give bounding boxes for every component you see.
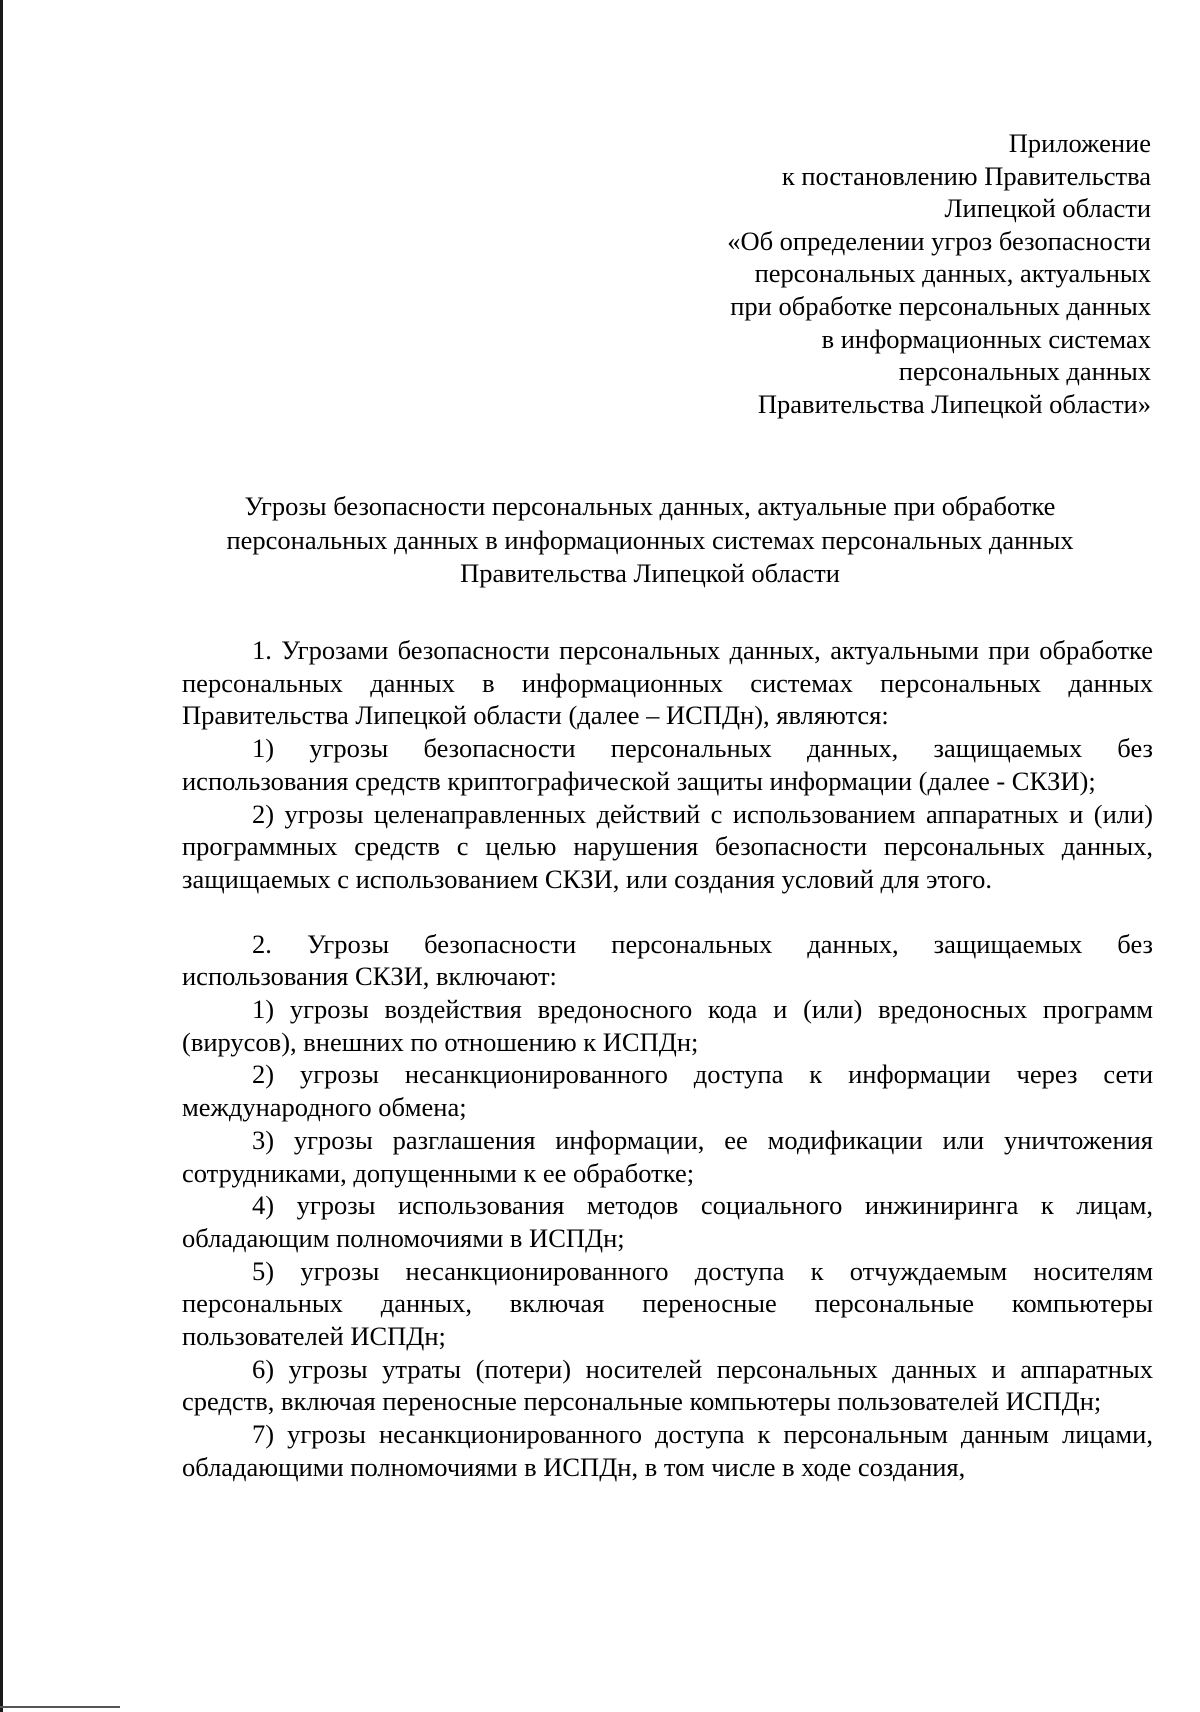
appendix-line: персональных данных [898, 356, 1151, 387]
appendix-line: в информационных системах [821, 323, 1151, 354]
section-spacer [182, 896, 1153, 928]
section-1-intro: 1. Угрозами безопасности персональных данных, актуальными при обработке персональных данных в информационных системах персональных данных Правительства Липецкой области (далее – ИСПДн), являются: [182, 635, 1153, 731]
scan-left-edge [0, 0, 3, 1712]
section-2-item: 5) угрозы несанкционированного доступа к отчуждаемым носителям персональных данных, включая переносные персональные компьютеры пользователей ИСПДн; [182, 1255, 1153, 1352]
document-title [150, 490, 1150, 591]
section-2-item: 4) угрозы использования методов социального инжиниринга к лицам, обладающим полномочиями в ИСПДн; [182, 1190, 1153, 1253]
section-2-item: 2) угрозы несанкционированного доступа к информации через сети международного обмена; [182, 1059, 1153, 1123]
appendix-line: Правительства Липецкой области» [757, 388, 1151, 419]
document-body [182, 634, 1153, 1484]
section-2-item: 3) угрозы разглашения информации, ее модификации или уничтожения сотрудниками, допущенными к ее обработке; [182, 1124, 1153, 1188]
title-line: персональных данных в информационных системах персональных данных [226, 524, 1074, 555]
section-1-item: 1) угрозы безопасности персональных данных, защищаемых без использования средств криптографической защиты информации (далее - СКЗИ); [182, 733, 1153, 796]
section-2-item: 6) угрозы утраты (потери) носителей персональных данных и аппаратных средств, включая переносные персональные компьютеры пользователей ИСПДн; [182, 1353, 1153, 1417]
appendix-header [591, 127, 1151, 420]
appendix-line: Приложение [1008, 128, 1151, 158]
title-line: Угрозы безопасности персональных данных, актуальные при обработке [244, 491, 1056, 521]
section-2-item: 7) угрозы несанкционированного доступа к персональным данным лицами, обладающими полномочиями в ИСПДн, в том числе в ходе создания, [182, 1419, 1153, 1482]
scan-bottom-mark [0, 1706, 120, 1708]
title-line: Правительства Липецкой области [460, 558, 840, 588]
appendix-line: персональных данных, актуальных [754, 258, 1151, 289]
appendix-line: при обработке персональных данных [730, 290, 1151, 321]
section-2-item: 1) угрозы воздействия вредоносного кода и (или) вредоносных программ (вирусов), внешних по отношению к ИСПДн; [182, 994, 1153, 1057]
appendix-line: к постановлению Правительства [781, 160, 1151, 191]
section-2-intro: 2. Угрозы безопасности персональных данных, защищаемых без использования СКЗИ, включают: [182, 928, 1153, 992]
section-1-item: 2) угрозы целенаправленных действий с использованием аппаратных и (или) программных средств с целью нарушения безопасности персональных данных, защищаемых с использованием СКЗИ, или создания условий для этого. [182, 798, 1153, 894]
appendix-line: «Об определении угроз безопасности [727, 225, 1151, 256]
appendix-line: Липецкой области [944, 193, 1151, 224]
